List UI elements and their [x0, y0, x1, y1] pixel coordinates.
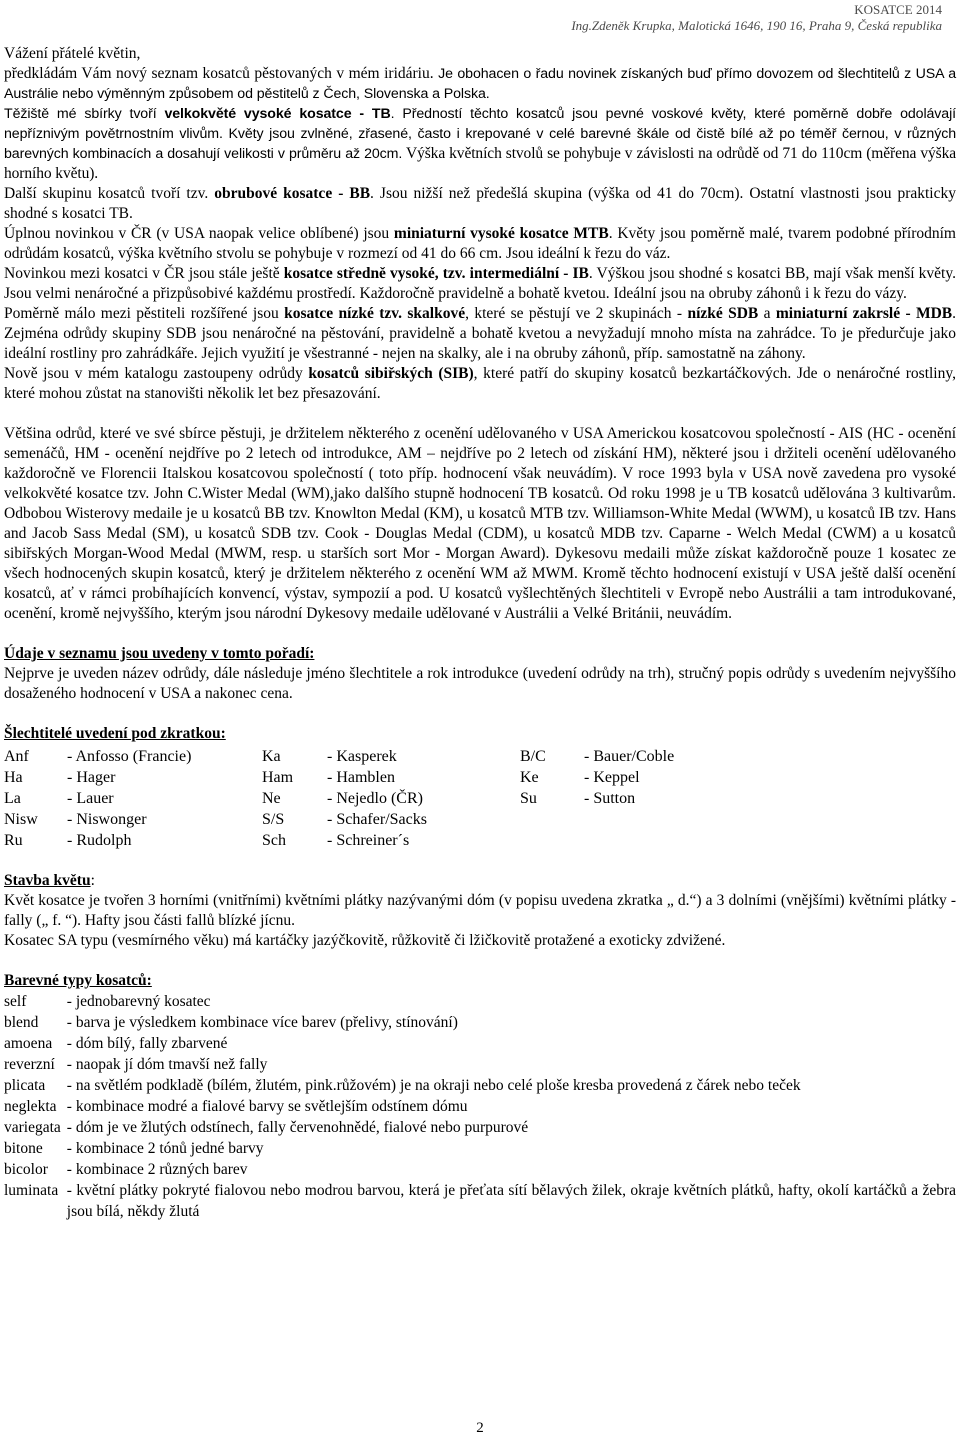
- sdb-text-c: , které se pěstují ve 2 skupinách -: [465, 305, 688, 322]
- type-definition: - naopak jí dóm tmavší než fally: [66, 1056, 268, 1073]
- structure-paragraph: Květ kosatce je tvořen 3 horními (vnitřními) květními plátky nazývanými dóm (v popisu uvedena zkratka „ d.“) a 3 dolními (vnějšími) květními plátky - fally („ f. “). Hafty jsou části fallů blízké jícnu.: [4, 892, 956, 929]
- breeder-name: [584, 809, 784, 830]
- type-definition: - dóm je ve žlutých odstínech, fally červenohnědé, fialové nebo purpurové: [66, 1119, 529, 1136]
- sdb-term: kosatce nízké tzv. skalkové: [284, 305, 466, 322]
- header-title: KOSATCE 2014: [854, 2, 942, 17]
- breeder-abbr: B/C: [520, 748, 546, 765]
- spacer: [4, 851, 956, 871]
- breeder-name: - Anfosso (Francie): [67, 748, 192, 765]
- breeder-abbr: Ne: [262, 790, 281, 807]
- spacer: [4, 951, 956, 971]
- type-definition: - jednobarevný kosatec: [66, 993, 211, 1010]
- awards-paragraph: Většina odrůd, které ve své sbírce pěstuji, je držitelem některého z ocenění udělovaného v USA Americkou kosatcovou společností - AIS (HC - ocenění semenáčů, HM - ocenění nejdříve po 2 letech od introdukce, AM – nejdříve po 2 letech od získání HM), některé jsou i držiteli ocenění udělovaného každoročně ve Florencii Italskou kosatcovou společností ( toto příp. hodnocení však neuvádím). V roce 1993 byla v USA nově zavedena pro vysoké velkokvěté kosatce tzv. John C.Wister Medal (WM),jako dalšího stupně hodnocení TB kosatců. Od roku 1998 je u TB kosatců udělována 3 kultivarům. Odbobou Wisterovy medaile je u kosatců BB tzv. Knowlton Medal (KM), u kosatců MTB tzv. Williamson-White Medal (WWM), u kosatců IB tzv. Hans and Jacob Sass Medal (SM), u kosatců SDB tzv. Cook - Douglas Medal (CDM), u kosatců MDB tzv. Caparne - Welch Medal (CWM) a u kosatců sibiřských Morgan-Wood Medal (MWM, resp. u starších sort Mor - Morgan Award). Dykesovu medaili může získat každoročně pouze 1 kosatec ze všech hodnocených skupin kosatců, který je držitelem některého z ocenění WM až MWM. Kromě těchto hodnocení existují v USA ještě další ocenění kosatců, ať v rámci probíhajících konvencí, výstav, sympozií a pod. U kosatců vyšlechtěných šlechtiteli v Evropě nebo Austrálii a tam introdukované, ocenění, kromě nejvyššího, kterým jsou národní Dykesovy medaile udělované v Austrálii a Velké Británii, neuvádím.: [4, 425, 956, 622]
- type-term: luminata: [4, 1182, 59, 1199]
- list-item: [4, 1033, 956, 1054]
- mtb-term: miniaturní vysoké kosatce MTB: [393, 225, 609, 242]
- order-heading: Údaje v seznamu jsou uvedeny v tomto pořadí:: [4, 645, 315, 662]
- sib-text-a: Nově jsou v mém katalogu zastoupeny odrůdy: [4, 365, 309, 382]
- list-item: [4, 991, 956, 1012]
- type-term: bicolor: [4, 1161, 48, 1178]
- type-definition: - dóm bílý, fally zbarvené: [66, 1035, 228, 1052]
- breeder-abbr: Anf: [4, 748, 29, 765]
- ib-term: kosatce středně vysoké, tzv. intermediální - IB: [283, 265, 589, 282]
- ib-paragraph: [4, 264, 956, 304]
- types-heading: Barevné typy kosatců:: [4, 972, 152, 989]
- mdb-term: miniaturní zakrslé - MDB: [775, 305, 953, 322]
- breeder-name: - Hager: [67, 769, 116, 786]
- table-row: [4, 809, 784, 830]
- type-term: variegata: [4, 1119, 61, 1136]
- tb-text-a: Těžiště mé sbírky tvoří: [4, 106, 165, 122]
- mtb-text-a: Úplnou novinkou v ČR (v USA naopak velice oblíbené) jsou: [4, 225, 394, 242]
- breeder-abbr: Ka: [262, 748, 281, 765]
- breeder-abbr: Sch: [262, 832, 286, 849]
- type-term: bitone: [4, 1140, 43, 1157]
- sdb-paragraph: [4, 304, 956, 364]
- breeder-abbr: Nisw: [4, 811, 38, 828]
- spacer: [4, 624, 956, 644]
- breeder-name: - Keppel: [584, 769, 640, 786]
- list-item: [4, 1159, 956, 1180]
- list-item: [4, 1138, 956, 1159]
- sa-paragraph: Kosatec SA typu (vesmírného věku) má kartáčky jazýčkovitě, růžkovitě či lžičkovitě protažené a exoticky zdvižené.: [4, 932, 726, 949]
- intro-paragraph: [4, 64, 956, 104]
- table-row: [4, 788, 784, 809]
- type-term: neglekta: [4, 1098, 57, 1115]
- type-definition: - kombinace modré a fialové barvy se světlejším odstínem dómu: [66, 1098, 468, 1115]
- table-row: [4, 746, 784, 767]
- structure-heading-colon: :: [90, 872, 95, 889]
- breeder-name: - Niswonger: [67, 811, 147, 828]
- type-definition: - kombinace 2 různých barev: [66, 1161, 248, 1178]
- sdb-text-e: a: [758, 305, 776, 322]
- type-term: reverzní: [4, 1056, 55, 1073]
- table-row: [4, 767, 784, 788]
- structure-heading-text: Stavba květu: [4, 872, 91, 889]
- breeder-name: - Sutton: [584, 790, 636, 807]
- greeting: Vážení přátelé květin,: [4, 45, 141, 62]
- sib-text-c: , které patří do skupiny kosatců bezkartáčkových. Jde o nenáročné rostliny, které mohou zůstat na stanovišti několik let bez přesazování.: [4, 365, 956, 402]
- breeders-heading: Šlechtitelé uvedení pod zkratkou:: [4, 725, 226, 742]
- type-term: self: [4, 993, 27, 1010]
- letter-body: [4, 44, 956, 1222]
- tb-text-c: . Předností těchto kosatců jsou pevné voskové květy, které poměrně dobře odolávají nepříznivým povětrnostním vlivům. Květy jsou zvlněné, zřasené, často i krepované v celé barevné škále od čistě bílé až po téměř černou, v různých barevných kombinacích a dosahují velikosti v průměru až 20cm.: [4, 106, 956, 162]
- types-list: [4, 991, 956, 1222]
- bb-paragraph: [4, 184, 956, 224]
- breeder-abbr: La: [4, 790, 21, 807]
- breeder-name: - Bauer/Coble: [584, 748, 675, 765]
- breeder-name: [584, 830, 784, 851]
- tb-text-d: Výška květních stvolů se pohybuje v závislosti na odrůdě od 71 do 110cm (měřena výška horního květu).: [4, 145, 956, 182]
- breeder-abbr: Ru: [4, 832, 23, 849]
- ib-text-c: . Výškou jsou shodné s kosatci BB, mají však menší květy. Jsou velmi nenáročné a přizpůsobivé každému prostředí. Každoročně pravidelně a bohatě kvetou. Ideální jsou na obruby záhonů i k řezu do vázy.: [4, 265, 956, 302]
- page-number: 2: [476, 1420, 484, 1436]
- list-item: [4, 1117, 956, 1138]
- breeder-name: - Hamblen: [327, 769, 395, 786]
- mtb-text-c: . Květy jsou poměrně malé, tvarem podobné přírodním odrůdám kosatců, výška květního stvolu se pohybuje v rozmezí od 41 do 66 cm. Jsou ideální k řezu do váz.: [4, 225, 956, 262]
- intro-text-b: Je obohacen o řadu novinek získaných buď přímo dovozem od šlechtitelů z USA a Austrálie nebo výměnným způsobem od pěstitelů z Čech, Slovenska a Polska.: [4, 66, 956, 102]
- table-row: [4, 830, 784, 851]
- mtb-paragraph: [4, 224, 956, 264]
- breeder-abbr: Ham: [262, 769, 294, 786]
- intro-text-a: předkládám Vám nový seznam kosatců pěstovaných v mém iridáriu.: [4, 65, 439, 82]
- breeder-name: - Rudolph: [67, 832, 132, 849]
- list-item: [4, 1075, 956, 1096]
- order-paragraph: Nejprve je uveden název odrůdy, dále následuje jméno šlechtitele a rok introdukce (uvedení odrůdy na trh), stručný popis odrůdy s uvedením nejvyššího dosaženého hodnocení v USA a nakonec cena.: [4, 665, 956, 702]
- tb-term: velkokvěté vysoké kosatce - TB: [164, 106, 391, 122]
- breeder-name: - Schafer/Sacks: [327, 811, 427, 828]
- type-definition: - barva je výsledkem kombinace více barev (přelivy, stínování): [66, 1014, 458, 1031]
- breeder-abbr: [520, 830, 584, 851]
- type-definition: - na světlém podkladě (bílém, žlutém, pink.růžovém) je na okraji nebo celé ploše kresba provedená z čárek nebo teček: [66, 1077, 801, 1094]
- bb-text-c: . Jsou nižší než předešlá skupina (výška od 41 do 70cm). Ostatní vlastnosti jsou prakticky shodné s kosatci TB.: [4, 185, 956, 222]
- ib-text-a: Novinkou mezi kosatci v ČR jsou stále ještě: [4, 265, 284, 282]
- breeder-abbr: Ha: [4, 769, 23, 786]
- list-item: [4, 1096, 956, 1117]
- sdb-term-d: nízké SDB: [687, 305, 759, 322]
- breeder-name: - Kasperek: [327, 748, 397, 765]
- type-term: amoena: [4, 1035, 53, 1052]
- spacer: [4, 704, 956, 724]
- tb-paragraph: [4, 104, 956, 184]
- breeder-name: - Schreiner´s: [327, 832, 410, 849]
- header-address: Ing.Zdeněk Krupka, Malotická 1646, 190 16, Praha 9, Česká republika: [571, 18, 942, 33]
- breeder-name: - Lauer: [67, 790, 114, 807]
- list-item: [4, 1180, 956, 1222]
- breeder-abbr: S/S: [262, 811, 285, 828]
- sdb-text-a: Poměrně málo mezi pěstiteli rozšířené jsou: [4, 305, 285, 322]
- type-definition: - kombinace 2 tónů jedné barvy: [66, 1140, 264, 1157]
- breeder-abbr: Su: [520, 790, 537, 807]
- breeders-table: [4, 746, 784, 851]
- page-header: [571, 2, 942, 34]
- type-term: blend: [4, 1014, 39, 1031]
- breeder-name: - Nejedlo (ČR): [327, 790, 423, 807]
- list-item: [4, 1054, 956, 1075]
- type-term: plicata: [4, 1077, 46, 1094]
- structure-heading: [4, 871, 956, 891]
- breeder-abbr: Ke: [520, 769, 539, 786]
- bb-text-a: Další skupinu kosatců tvoří tzv.: [4, 185, 215, 202]
- list-item: [4, 1012, 956, 1033]
- breeder-abbr: [520, 809, 584, 830]
- sib-term: kosatců sibiřských (SIB): [308, 365, 474, 382]
- sib-paragraph: [4, 364, 956, 404]
- type-definition: - květní plátky pokryté fialovou nebo modrou barvou, která je přeťata sítí bělavých žilek, okraje květních plátků, hafty, okolí kartáčků a žebra jsou bílá, někdy žlutá: [66, 1182, 956, 1220]
- sdb-text-g: . Zejména odrůdy skupiny SDB jsou nenáročné na pěstování, pravidelně a bohatě kvetou a nevyžadují mnoho místa na zahrádce. To je předurčuje jako ideální rostliny pro zahrádkáře. Jejich využití je všestranné - nejen na skalky, ale i na obruby záhonů, příp. samostatně na záhony.: [4, 305, 956, 362]
- bb-term: obrubové kosatce - BB: [214, 185, 371, 202]
- spacer: [4, 404, 956, 424]
